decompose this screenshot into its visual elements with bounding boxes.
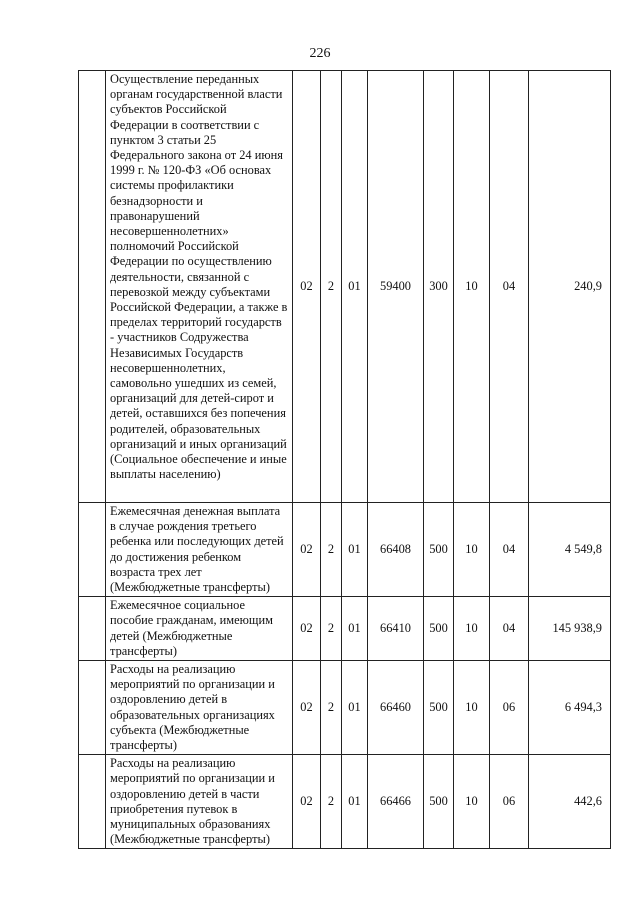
subsection-cell: 04 xyxy=(490,597,529,661)
code-cell: 02 xyxy=(293,755,321,849)
row-number-cell xyxy=(79,661,106,755)
code-cell: 01 xyxy=(342,755,368,849)
amount-cell: 240,9 xyxy=(529,71,611,503)
code-cell: 2 xyxy=(321,597,342,661)
row-number-cell xyxy=(79,503,106,597)
page-number: 226 xyxy=(309,46,331,61)
expense-type-cell: 300 xyxy=(424,71,454,503)
description-cell: Расходы на реализацию мероприятий по организации и оздоровлению детей в части приобретения путевок в муниципальных образованиях (Межбюджетные трансферты) xyxy=(106,755,293,849)
section-cell: 10 xyxy=(454,661,490,755)
code-cell: 01 xyxy=(342,503,368,597)
section-cell: 10 xyxy=(454,71,490,503)
code-cell: 66410 xyxy=(368,597,424,661)
code-cell: 02 xyxy=(293,661,321,755)
amount-cell: 4 549,8 xyxy=(529,503,611,597)
table-row xyxy=(79,661,611,755)
description-cell: Осуществление переданных органам государственной власти субъектов Российской Федерации в соответствии с пунктом 3 статьи 25 Федерального закона от 24 июня 1999 г. № 120-ФЗ «Об основах системы профилактики безнадзорности и правонарушений несовершеннолетних» полномочий Российской Федерации по осуществлению деятельности, связанной с перевозкой между субъектами Российской Федерации, а также в пределах территорий государств - участников Содружества Независимых Государств несовершеннолетних, самовольно ушедших из семей, организаций для детей-сирот и детей, оставшихся без попечения родителей, образовательных организаций и иных организаций (Социальное обеспечение и иные выплаты населению) xyxy=(106,71,293,503)
table-row xyxy=(79,597,611,661)
description-cell: Ежемесячное социальное пособие гражданам, имеющим детей (Межбюджетные трансферты) xyxy=(106,597,293,661)
code-cell: 02 xyxy=(293,597,321,661)
code-cell: 01 xyxy=(342,661,368,755)
code-cell: 2 xyxy=(321,755,342,849)
code-cell: 2 xyxy=(321,503,342,597)
code-cell: 02 xyxy=(293,503,321,597)
amount-cell: 442,6 xyxy=(529,755,611,849)
row-number-cell xyxy=(79,755,106,849)
subsection-cell: 04 xyxy=(490,503,529,597)
row-number-cell xyxy=(79,597,106,661)
code-cell: 66466 xyxy=(368,755,424,849)
code-cell: 66460 xyxy=(368,661,424,755)
subsection-cell: 06 xyxy=(490,755,529,849)
expense-type-cell: 500 xyxy=(424,661,454,755)
row-number-cell xyxy=(79,71,106,503)
code-cell: 01 xyxy=(342,71,368,503)
amount-cell: 6 494,3 xyxy=(529,661,611,755)
subsection-cell: 04 xyxy=(490,71,529,503)
description-cell: Расходы на реализацию мероприятий по организации и оздоровлению детей в образовательных организациях субъекта (Межбюджетные трансферты) xyxy=(106,661,293,755)
section-cell: 10 xyxy=(454,597,490,661)
code-cell: 01 xyxy=(342,597,368,661)
budget-table xyxy=(78,70,611,849)
amount-cell: 145 938,9 xyxy=(529,597,611,661)
code-cell: 2 xyxy=(321,661,342,755)
description-cell: Ежемесячная денежная выплата в случае рождения третьего ребенка или последующих детей до достижения ребенком возраста трех лет (Межбюджетные трансферты) xyxy=(106,503,293,597)
expense-type-cell: 500 xyxy=(424,755,454,849)
expense-type-cell: 500 xyxy=(424,503,454,597)
table-row xyxy=(79,755,611,849)
section-cell: 10 xyxy=(454,755,490,849)
code-cell: 2 xyxy=(321,71,342,503)
section-cell: 10 xyxy=(454,503,490,597)
table-row xyxy=(79,71,611,503)
expense-type-cell: 500 xyxy=(424,597,454,661)
subsection-cell: 06 xyxy=(490,661,529,755)
code-cell: 59400 xyxy=(368,71,424,503)
table-row xyxy=(79,503,611,597)
code-cell: 02 xyxy=(293,71,321,503)
code-cell: 66408 xyxy=(368,503,424,597)
